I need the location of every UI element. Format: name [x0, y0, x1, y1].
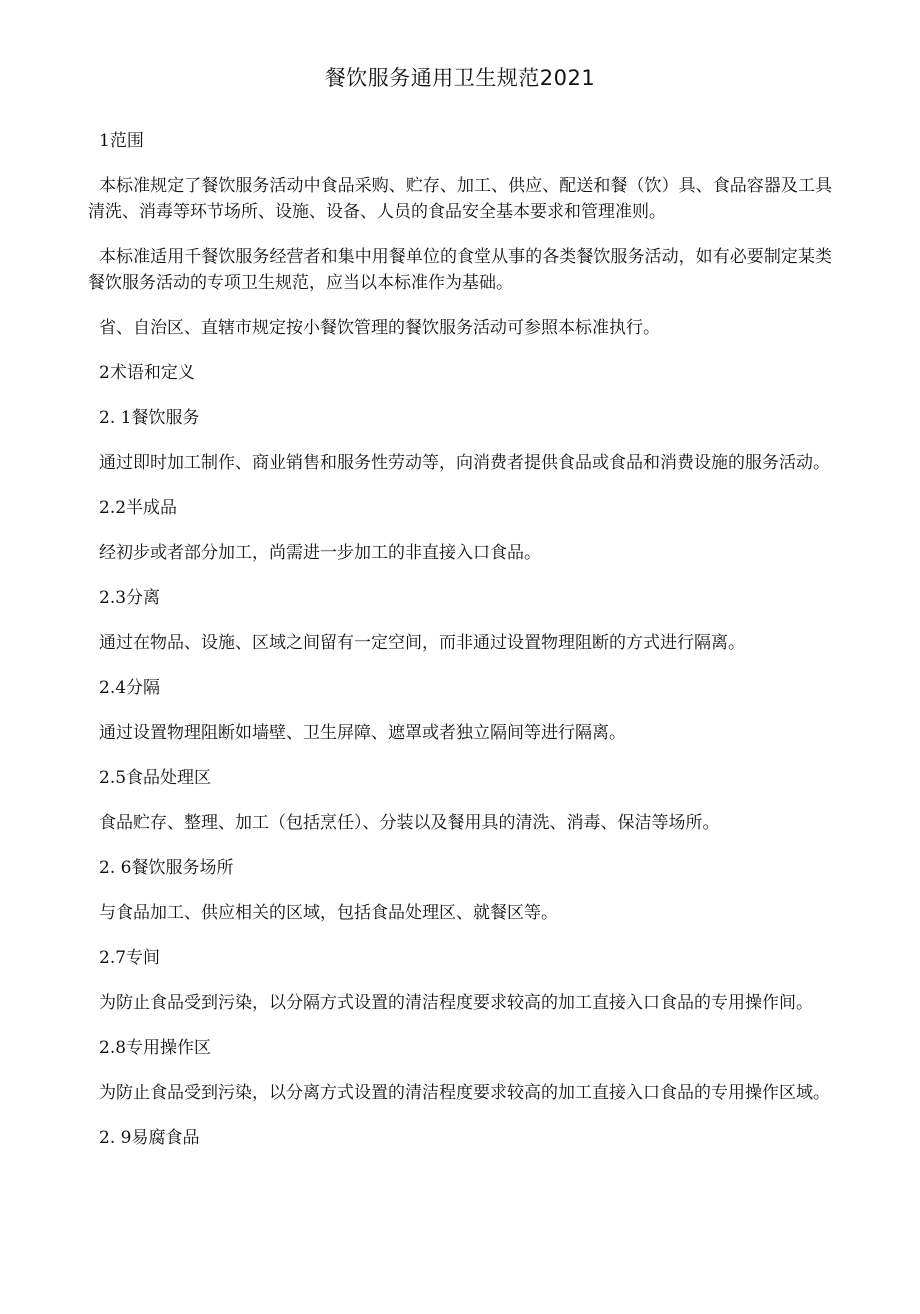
- term-heading: 2. 1餐饮服务: [99, 408, 200, 428]
- document-title: 餐饮服务通用卫生规范2021: [324, 66, 596, 90]
- term-definition: 通过即时加工制作、商业销售和服务性劳动等，向消费者提供食品或食品和消费设施的服务活动。: [99, 453, 830, 473]
- term-heading: 2.3分离: [99, 588, 161, 608]
- term-definition: 通过在物品、设施、区域之间留有一定空间，而非通过设置物理阻断的方式进行隔离。: [99, 633, 745, 653]
- section-heading: 2术语和定义: [99, 363, 195, 383]
- term-definition: 通过设置物理阻断如墙壁、卫生屏障、遮罩或者独立隔间等进行隔离。: [99, 723, 626, 743]
- body-paragraph: 本标准适用千餐饮服务经营者和集中用餐单位的食堂从事的各类餐饮服务活动，如有必要制定某类餐饮服务活动的专项卫生规范，应当以本标准作为基础。: [88, 247, 832, 293]
- section-heading: 1范围: [99, 131, 144, 151]
- term-heading: 2.7专间: [99, 948, 161, 968]
- term-definition: 与食品加工、供应相关的区域，包括食品处理区、就餐区等。: [99, 903, 558, 923]
- document-body: [88, 128, 832, 1170]
- body-paragraph: 本标准规定了餐饮服务活动中食品采购、贮存、加工、供应、配送和餐（饮）具、食品容器及工具清洗、消毒等环节场所、设施、设备、人员的食品安全基本要求和管理准则。: [88, 176, 832, 222]
- term-definition: 为防止食品受到污染，以分隔方式设置的清洁程度要求较高的加工直接入口食品的专用操作间。: [99, 993, 813, 1013]
- term-definition: 经初步或者部分加工，尚需进一步加工的非直接入口食品。: [99, 543, 541, 563]
- term-heading: 2. 6餐饮服务场所: [99, 858, 234, 878]
- term-definition: 为防止食品受到污染，以分离方式设置的清洁程度要求较高的加工直接入口食品的专用操作区域。: [99, 1083, 830, 1103]
- term-heading: 2.4分隔: [99, 678, 161, 698]
- term-heading: 2.2半成品: [99, 498, 178, 518]
- body-paragraph: 省、自治区、直辖市规定按小餐饮管理的餐饮服务活动可参照本标准执行。: [99, 318, 660, 338]
- term-heading: 2. 9易腐食品: [99, 1128, 200, 1148]
- term-definition: 食品贮存、整理、加工（包括烹任）、分装以及餐用具的清洗、消毒、保洁等场所。: [99, 813, 720, 833]
- term-heading: 2.5食品处理区: [99, 768, 212, 788]
- term-heading: 2.8专用操作区: [99, 1038, 212, 1058]
